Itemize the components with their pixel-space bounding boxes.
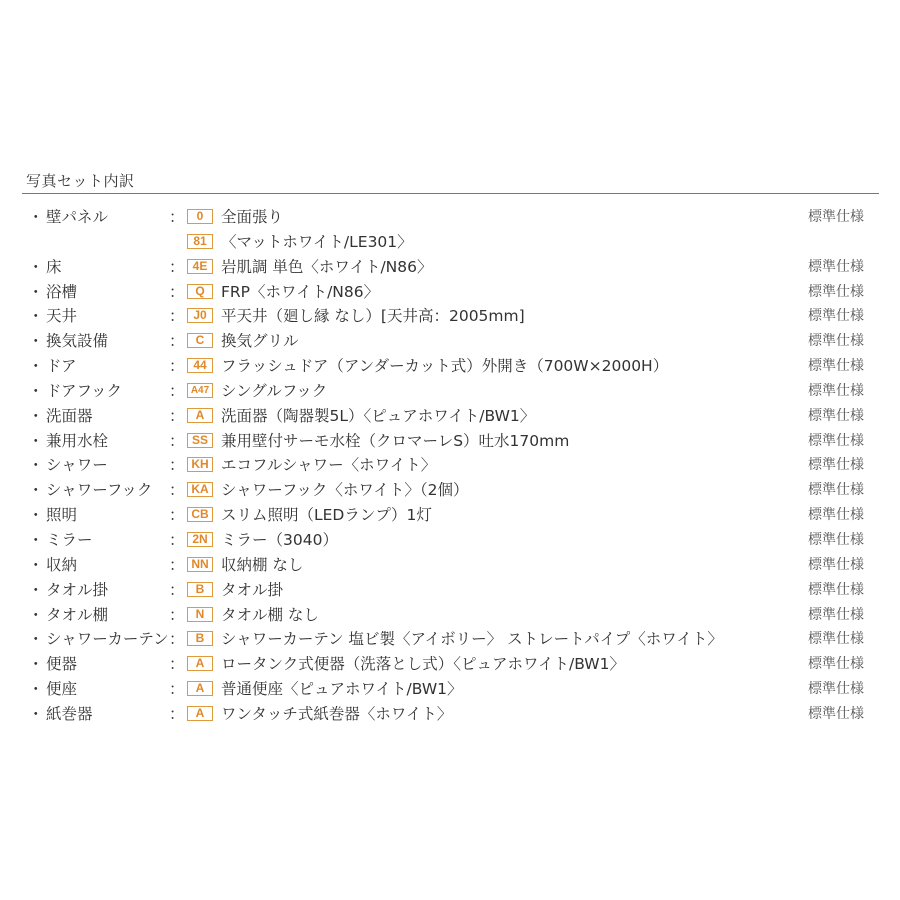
colon: ：	[169, 506, 185, 525]
colon: ：	[169, 208, 185, 226]
spec-row-ventilation	[0, 329, 900, 354]
item-name: ミラー	[46, 530, 93, 549]
spec-row-washbasin	[0, 404, 900, 429]
item-description: 平天井（廻し縁 なし）[天井高：2005mm]	[221, 307, 525, 326]
item-name: 照明	[46, 506, 78, 525]
item-description: タオル棚 なし	[221, 605, 319, 624]
bullet: ・	[28, 580, 44, 599]
spec-row-towel-shelf	[0, 603, 900, 628]
bullet: ・	[28, 357, 44, 376]
item-name: ドアフック	[46, 381, 122, 400]
code-badge: A47	[187, 383, 213, 398]
colon: ：	[169, 282, 185, 301]
code-badge: N	[187, 607, 213, 622]
item-description: タオル掛	[221, 580, 284, 599]
item-name: 浴槽	[46, 282, 78, 301]
item-description: シングルフック	[221, 381, 328, 400]
item-description: 換気グリル	[221, 332, 299, 351]
standard-spec-label: 標準仕様	[808, 482, 864, 499]
code-badge: 44	[187, 358, 213, 373]
standard-spec-label: 標準仕様	[808, 283, 864, 300]
colon: ：	[169, 630, 185, 649]
spec-row-lighting	[0, 503, 900, 528]
code-badge: KA	[187, 482, 213, 497]
bullet: ・	[28, 655, 44, 674]
bullet: ・	[28, 704, 44, 723]
colon: ：	[169, 431, 185, 450]
spec-row-wall-panel	[0, 205, 900, 230]
spec-row-bathtub	[0, 280, 900, 305]
bullet: ・	[28, 431, 44, 450]
item-name: タオル棚	[46, 605, 109, 624]
spec-row-wall-panel-color	[0, 230, 900, 255]
bullet: ・	[28, 605, 44, 624]
bullet: ・	[28, 630, 44, 649]
code-badge: B	[187, 631, 213, 646]
colon: ：	[169, 257, 185, 276]
code-badge: 4E	[187, 259, 213, 274]
colon: ：	[169, 655, 185, 674]
standard-spec-label: 標準仕様	[808, 581, 864, 598]
spec-row-ceiling	[0, 304, 900, 329]
standard-spec-label: 標準仕様	[808, 407, 864, 424]
colon: ：	[169, 332, 185, 351]
code-badge: 81	[187, 234, 213, 249]
item-description: シャワーカーテン 塩ビ製〈アイボリー〉 ストレートパイプ〈ホワイト〉	[221, 630, 723, 649]
colon: ：	[169, 456, 185, 475]
standard-spec-label: 標準仕様	[808, 631, 864, 648]
item-name: 紙巻器	[46, 704, 93, 723]
spec-row-door	[0, 354, 900, 379]
bullet: ・	[28, 282, 44, 301]
standard-spec-label: 標準仕様	[808, 358, 864, 375]
spec-row-towel-bar	[0, 578, 900, 603]
item-name: ドア	[46, 357, 77, 376]
item-description: 全面張り	[221, 208, 284, 226]
standard-spec-label: 標準仕様	[808, 308, 864, 325]
standard-spec-label: 標準仕様	[808, 258, 864, 275]
standard-spec-label: 標準仕様	[808, 656, 864, 673]
spec-row-shower-hook	[0, 478, 900, 503]
standard-spec-label: 標準仕様	[808, 209, 864, 225]
standard-spec-label: 標準仕様	[808, 382, 864, 399]
colon: ：	[169, 357, 185, 376]
spec-row-floor	[0, 255, 900, 280]
colon: ：	[169, 580, 185, 599]
colon: ：	[169, 704, 185, 723]
standard-spec-label: 標準仕様	[808, 457, 864, 474]
item-name: 床	[46, 257, 62, 276]
code-badge: A	[187, 656, 213, 671]
spec-row-storage	[0, 553, 900, 578]
colon: ：	[169, 530, 185, 549]
item-description: 洗面器（陶器製5L）〈ピュアホワイト/BW1〉	[221, 406, 536, 425]
spec-row-toilet	[0, 652, 900, 677]
code-badge: C	[187, 333, 213, 348]
colon: ：	[169, 555, 185, 574]
item-description: FRP〈ホワイト/N86〉	[221, 282, 380, 301]
standard-spec-label: 標準仕様	[808, 507, 864, 524]
item-description: 兼用壁付サーモ水栓（クロマーレS）吐水170mm	[221, 431, 570, 450]
spec-row-paper-holder	[0, 702, 900, 727]
item-name: 天井	[46, 307, 78, 326]
item-name: シャワーフック	[46, 481, 153, 500]
spec-list	[0, 205, 900, 727]
spec-row-door-hook	[0, 379, 900, 404]
bullet: ・	[28, 506, 44, 525]
code-badge: Q	[187, 284, 213, 299]
standard-spec-label: 標準仕様	[808, 531, 864, 548]
bullet: ・	[28, 481, 44, 500]
item-description: 岩肌調 単色〈ホワイト/N86〉	[221, 257, 433, 276]
colon: ：	[169, 406, 185, 425]
item-description: ロータンク式便器（洗落とし式）〈ピュアホワイト/BW1〉	[221, 655, 625, 674]
code-badge: A	[187, 706, 213, 721]
code-badge: A	[187, 681, 213, 696]
spec-row-mirror	[0, 528, 900, 553]
item-description: シャワーフック〈ホワイト〉（2個）	[221, 481, 469, 500]
standard-spec-label: 標準仕様	[808, 705, 864, 722]
code-badge: 2N	[187, 532, 213, 547]
bullet: ・	[28, 406, 44, 425]
code-badge: J0	[187, 308, 213, 323]
item-description: エコフルシャワー〈ホワイト〉	[221, 456, 437, 475]
bullet: ・	[28, 555, 44, 574]
item-name: 換気設備	[46, 332, 109, 351]
item-name: 兼用水栓	[46, 431, 109, 450]
code-badge: A	[187, 408, 213, 423]
code-badge: CB	[187, 507, 213, 522]
spec-row-shower	[0, 453, 900, 478]
code-badge: SS	[187, 433, 213, 448]
bullet: ・	[28, 680, 44, 699]
bullet: ・	[28, 332, 44, 351]
bullet: ・	[28, 307, 44, 326]
item-description: 収納棚 なし	[221, 555, 304, 574]
item-name: 収納	[46, 555, 78, 574]
item-description: ミラー（3040）	[221, 530, 338, 549]
code-badge: NN	[187, 557, 213, 572]
item-name: 便座	[46, 680, 78, 699]
code-badge: B	[187, 582, 213, 597]
colon: ：	[169, 481, 185, 500]
spec-row-faucet	[0, 429, 900, 454]
colon: ：	[169, 605, 185, 624]
code-badge: 0	[187, 209, 213, 224]
item-name: シャワーカーテン	[46, 630, 169, 649]
standard-spec-label: 標準仕様	[808, 606, 864, 623]
colon: ：	[169, 381, 185, 400]
standard-spec-label: 標準仕様	[808, 432, 864, 449]
item-name: 壁パネル	[46, 208, 109, 226]
item-description: フラッシュドア（アンダーカット式）外開き（700W×2000H）	[221, 357, 669, 376]
bullet: ・	[28, 381, 44, 400]
bullet: ・	[28, 208, 44, 226]
code-badge: KH	[187, 457, 213, 472]
standard-spec-label: 標準仕様	[808, 556, 864, 573]
item-name: 便器	[46, 655, 78, 674]
item-description: スリム照明（LEDランプ）1灯	[221, 506, 432, 525]
section-title: 写真セット内訳	[26, 172, 135, 190]
spec-row-shower-curtain	[0, 627, 900, 652]
standard-spec-label: 標準仕様	[808, 681, 864, 698]
item-name: シャワー	[46, 456, 108, 475]
item-description: ワンタッチ式紙巻器〈ホワイト〉	[221, 704, 453, 723]
section-divider	[22, 193, 879, 194]
item-name: タオル掛	[46, 580, 109, 599]
item-description: 普通便座〈ピュアホワイト/BW1〉	[221, 680, 463, 699]
spec-row-toilet-seat	[0, 677, 900, 702]
colon: ：	[169, 307, 185, 326]
colon: ：	[169, 680, 185, 699]
bullet: ・	[28, 456, 44, 475]
bullet: ・	[28, 530, 44, 549]
standard-spec-label: 標準仕様	[808, 333, 864, 350]
bullet: ・	[28, 257, 44, 276]
item-description: 〈マットホワイト/LE301〉	[221, 232, 413, 251]
item-name: 洗面器	[46, 406, 93, 425]
